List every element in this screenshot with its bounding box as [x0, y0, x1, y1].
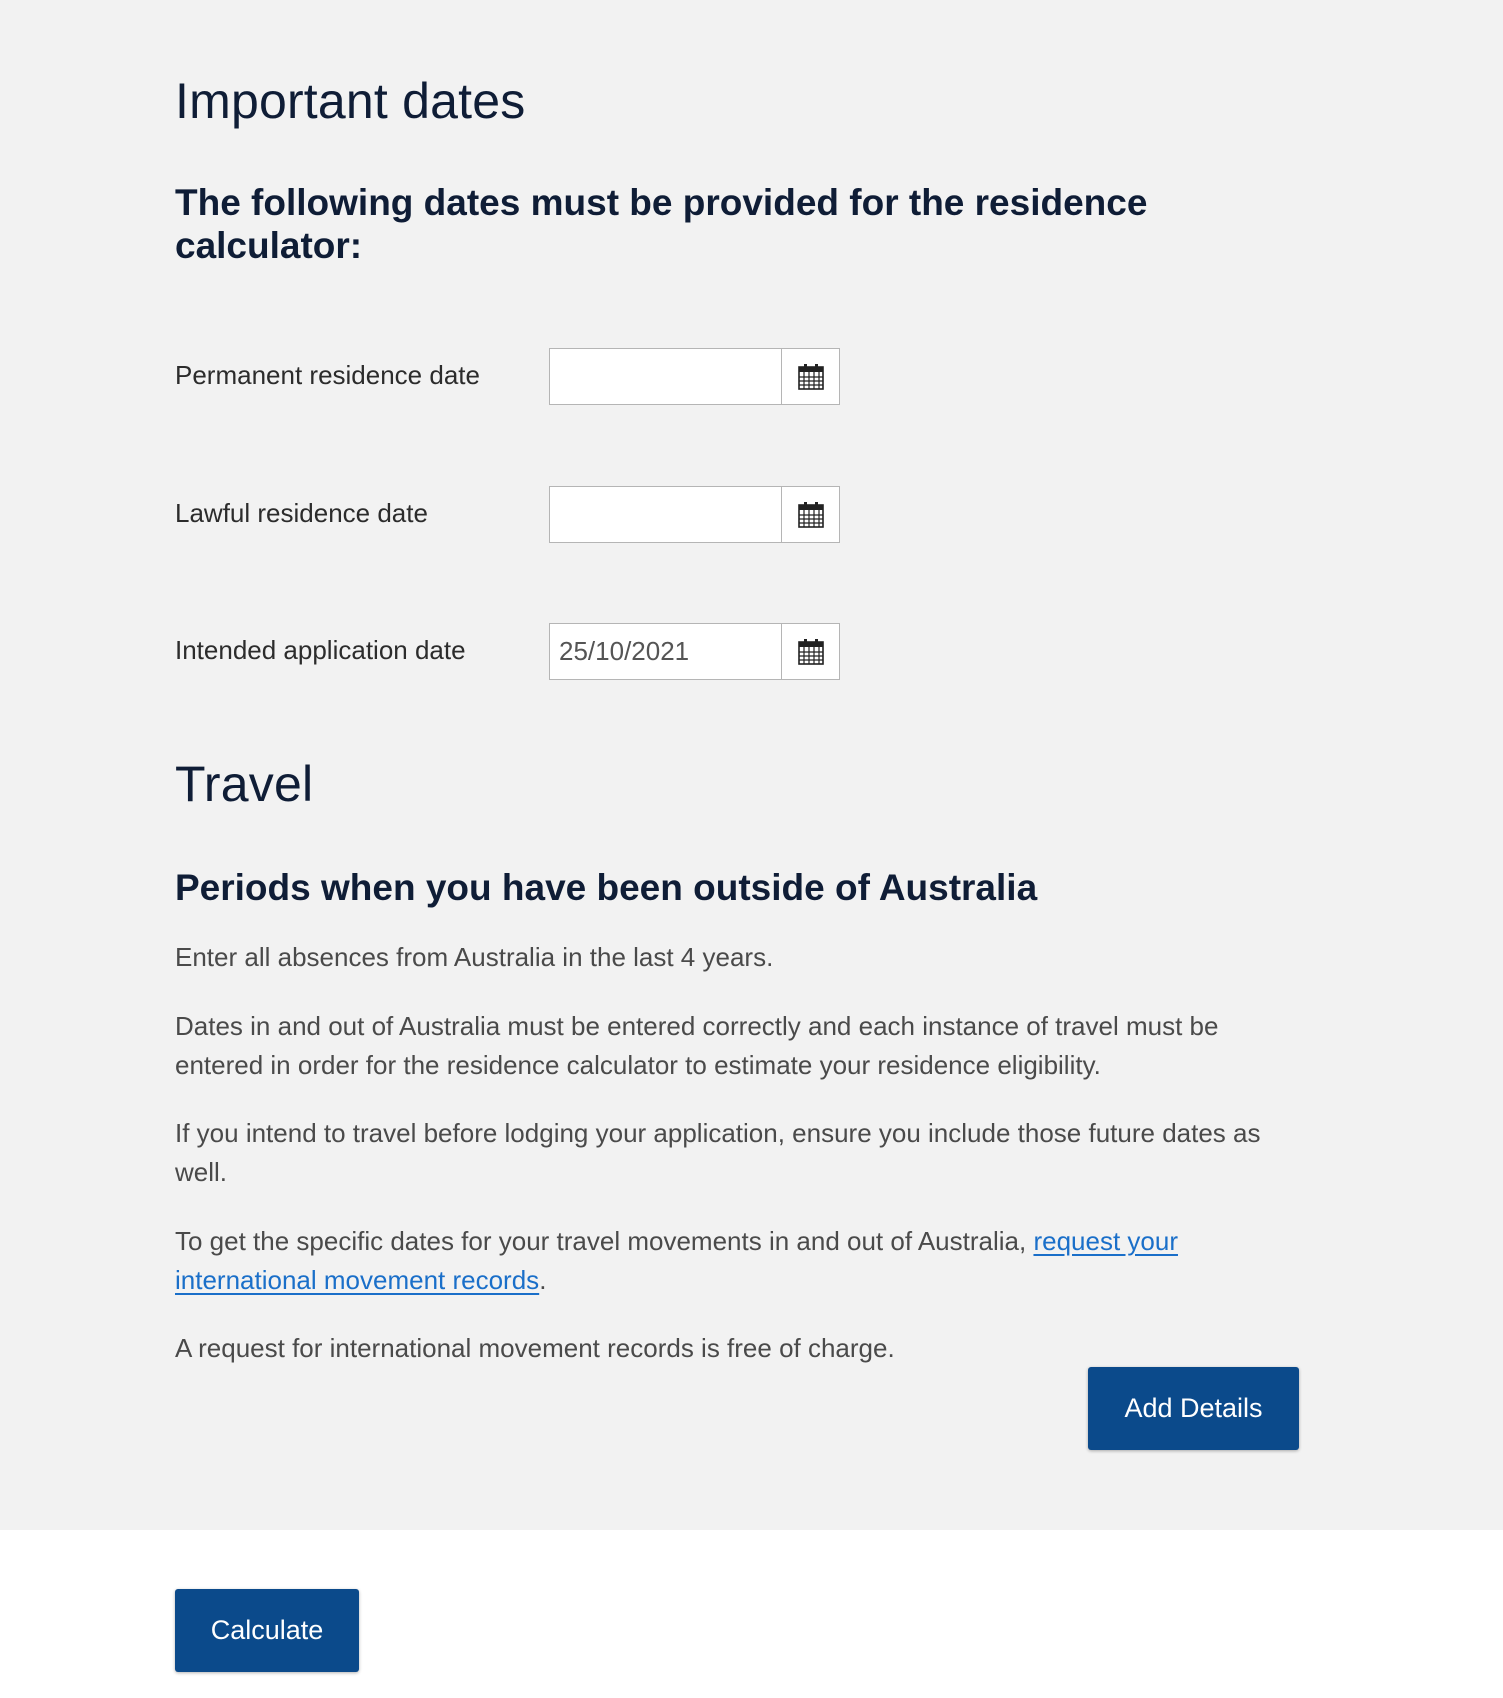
movement-records-text: To get the specific dates for your travel movements in and out of Australia, — [175, 1226, 1034, 1256]
calendar-icon — [798, 363, 824, 390]
permanent-residence-date-input[interactable] — [550, 349, 781, 404]
movement-records-period: . — [539, 1265, 547, 1295]
dates-subheading: The following dates must be provided for the residence calculator: — [175, 182, 1148, 266]
intended-application-date-label: Intended application date — [175, 635, 466, 665]
calculate-button[interactable]: Calculate — [175, 1589, 359, 1672]
travel-subheading: Periods when you have been outside of Australia — [175, 867, 1038, 908]
important-dates-heading: Important dates — [175, 73, 526, 129]
add-details-button[interactable]: Add Details — [1088, 1367, 1299, 1450]
movement-records-paragraph — [175, 1222, 1295, 1300]
travel-heading: Travel — [175, 756, 314, 812]
lawful-residence-date-picker — [549, 486, 840, 543]
permanent-residence-calendar-button[interactable] — [781, 349, 839, 404]
permanent-residence-date-picker — [549, 348, 840, 405]
dates-accuracy-instruction: Dates in and out of Australia must be entered correctly and each instance of travel must be entered in order for the residence calculator to estimate your residence eligibility. — [175, 1011, 1219, 1080]
intended-application-date-input[interactable] — [550, 624, 781, 679]
movement-records-link[interactable]: request your international movement records — [175, 1226, 1178, 1295]
future-travel-instruction: If you intend to travel before lodging your application, ensure you include those future dates as well. — [175, 1118, 1261, 1187]
lawful-residence-date-input[interactable] — [550, 487, 781, 542]
permanent-residence-date-label: Permanent residence date — [175, 360, 480, 390]
intended-application-date-picker — [549, 623, 840, 680]
free-of-charge-note: A request for international movement records is free of charge. — [175, 1333, 895, 1363]
intended-application-calendar-button[interactable] — [781, 624, 839, 679]
lawful-residence-date-label: Lawful residence date — [175, 498, 428, 528]
absences-instruction: Enter all absences from Australia in the last 4 years. — [175, 942, 774, 972]
lawful-residence-calendar-button[interactable] — [781, 487, 839, 542]
calendar-icon — [798, 638, 824, 665]
calendar-icon — [798, 501, 824, 528]
